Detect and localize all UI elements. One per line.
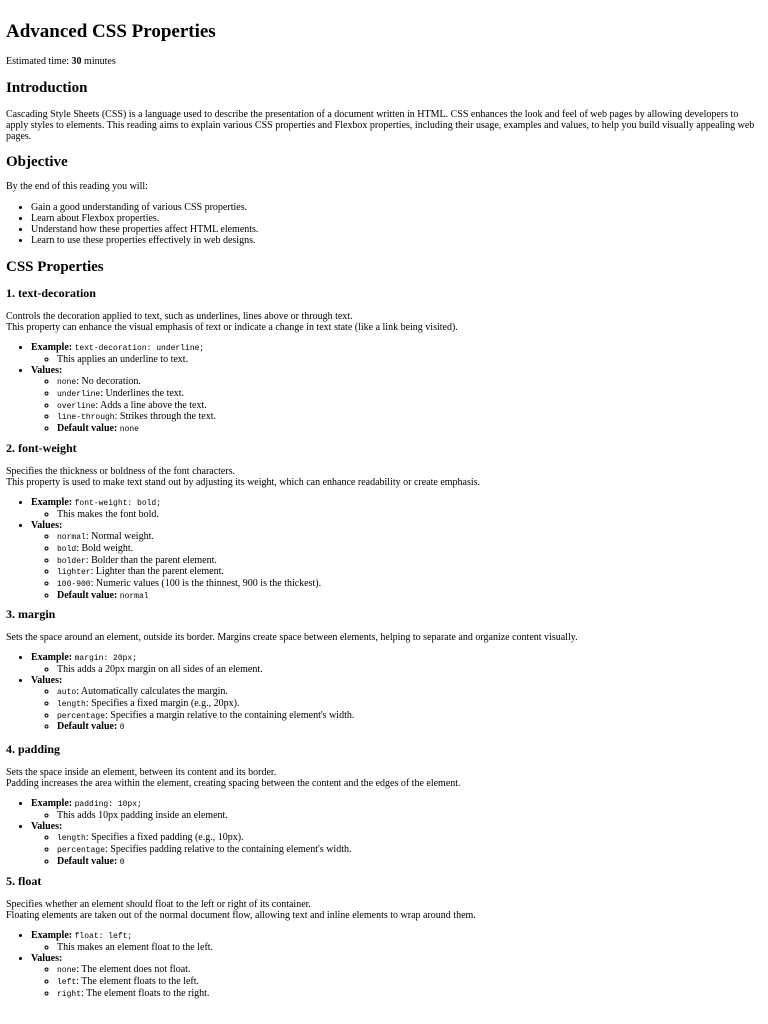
values-item: • Values: ◦ none: No decoration. ◦ underline: Underlines the text. ◦ overline: Adds a line above the text. ◦ line-through: Strikes through the text. ◦ Default value: none <box>31 365 762 435</box>
property-section <box>6 743 762 867</box>
value-item: ◦ normal: Normal weight. <box>57 531 762 543</box>
property-section <box>6 442 762 602</box>
example-code: text-decoration: underline; <box>74 344 205 354</box>
value-code: right <box>57 989 82 999</box>
list-item: • Understand how these properties affect HTML elements. <box>31 224 762 235</box>
value-code: none <box>57 377 77 387</box>
value-code: auto <box>57 687 77 697</box>
value-code: normal <box>57 532 86 542</box>
property-description: Sets the space around an element, outside its border. Margins create space between elements, helping to separate and organize content visually. <box>6 632 578 644</box>
example-note: ◦ This adds a 20px margin on all sides of an element. <box>57 664 762 675</box>
default-value-code: normal <box>119 591 149 601</box>
values-list <box>31 531 762 602</box>
property-description: Specifies the thickness or boldness of the font characters. <box>6 466 236 478</box>
property-heading: 2. font-weight <box>6 441 77 455</box>
values-list <box>31 686 762 733</box>
values-item: • Values: ◦ length: Specifies a fixed padding (e.g., 10px). ◦ percentage: Specifies padding relative to the containing element's width. ◦ Default value: 0 <box>31 821 762 867</box>
value-code: percentage <box>57 845 106 855</box>
default-value-item: ◦ Default value: 0 <box>57 856 762 868</box>
estimated-time: Estimated time: 30 minutes <box>6 56 116 67</box>
value-code: percentage <box>57 711 106 721</box>
property-details <box>6 342 762 435</box>
value-item: ◦ none: No decoration. <box>57 376 762 388</box>
value-code: lighter <box>57 568 91 578</box>
default-value-item: ◦ Default value: normal <box>57 590 762 602</box>
example-code: float: left; <box>74 932 133 942</box>
list-item: • Learn about Flexbox properties. <box>31 213 762 224</box>
intro-text: Cascading Style Sheets (CSS) is a language used to describe the presentation of a document written in HTML. CSS enhances the look and feel of web pages by allowing developers to apply styles to elements. This reading aims to explain various CSS properties and Flexbox properties, including their usage, examples and values, to help you build visually appealing web pages. <box>6 109 755 142</box>
property-details <box>6 930 762 999</box>
value-code: bolder <box>57 556 86 566</box>
value-item: ◦ left: The element floats to the left. <box>57 976 762 988</box>
value-item: ◦ auto: Automatically calculates the margin. <box>57 686 762 698</box>
property-description-detail: Floating elements are taken out of the normal document flow, allowing text and inline elements to wrap around them. <box>6 910 476 922</box>
value-code: bold <box>57 544 77 554</box>
value-code: overline <box>57 401 96 411</box>
default-value-item: ◦ Default value: 0 <box>57 721 762 733</box>
values-list <box>31 964 762 999</box>
property-section <box>6 287 762 435</box>
property-description-detail: This property can enhance the visual emphasis of text or indicate a change in text state (like a link being visited). <box>6 322 458 334</box>
property-details <box>6 798 762 867</box>
default-value-item: ◦ Default value: none <box>57 423 762 435</box>
property-details <box>6 497 762 602</box>
example-code: font-weight: bold; <box>74 499 162 509</box>
estimated-time-value: 30 <box>71 56 82 67</box>
value-item: ◦ bolder: Bolder than the parent element. <box>57 555 762 567</box>
intro-heading: Introduction <box>6 80 88 96</box>
property-description: Specifies whether an element should float to the left or right of its container. <box>6 899 311 911</box>
default-value-code: 0 <box>119 723 125 733</box>
value-code: 100-900 <box>57 580 91 590</box>
value-item: ◦ percentage: Specifies padding relative to the containing element's width. <box>57 844 762 856</box>
property-section <box>6 608 762 733</box>
list-item: • Gain a good understanding of various CSS properties. <box>31 202 762 213</box>
values-list <box>31 832 762 867</box>
value-item: ◦ length: Specifies a fixed margin (e.g., 20px). <box>57 698 762 710</box>
values-item: • Values: ◦ normal: Normal weight. ◦ bold: Bold weight. ◦ bolder: Bolder than the parent element. ◦ lighter: Lighter than the parent element. ◦ 100-900: Numeric values (100 is the thinnest, 900 is the thickest). ◦ Default value: normal <box>31 520 762 602</box>
example-item: • Example: float: left; ◦ This makes an element float to the left. <box>31 930 762 953</box>
property-heading: 4. padding <box>6 742 61 756</box>
property-description-detail: Padding increases the area within the element, creating spacing between the content and the edges of the element. <box>6 778 461 790</box>
value-item: ◦ percentage: Specifies a margin relative to the containing element's width. <box>57 710 762 722</box>
objective-lead: By the end of this reading you will: <box>6 181 148 192</box>
example-note: ◦ This makes an element float to the left. <box>57 942 762 953</box>
value-item: ◦ bold: Bold weight. <box>57 543 762 555</box>
objective-heading: Objective <box>6 154 68 170</box>
objective-list <box>6 202 762 246</box>
value-item: ◦ none: The element does not float. <box>57 964 762 976</box>
property-description-detail: This property is used to make text stand out by adjusting its weight, which can enhance readability or create emphasis. <box>6 477 481 489</box>
property-heading: 1. text-decoration <box>6 286 96 300</box>
value-item: ◦ 100-900: Numeric values (100 is the thinnest, 900 is the thickest). <box>57 578 762 590</box>
property-heading: 5. float <box>6 874 42 888</box>
css-properties-heading: CSS Properties <box>6 259 104 275</box>
example-item: • Example: padding: 10px; ◦ This adds 10px padding inside an element. <box>31 798 762 821</box>
value-item: ◦ length: Specifies a fixed padding (e.g., 10px). <box>57 832 762 844</box>
example-note: ◦ This adds 10px padding inside an element. <box>57 810 762 821</box>
value-code: length <box>57 699 86 709</box>
value-code: line-through <box>57 413 115 423</box>
value-code: none <box>57 965 77 975</box>
value-item: ◦ line-through: Strikes through the text. <box>57 411 762 423</box>
example-item: • Example: margin: 20px; ◦ This adds a 20px margin on all sides of an element. <box>31 652 762 675</box>
value-code: length <box>57 833 86 843</box>
property-details <box>6 652 762 733</box>
example-code: margin: 20px; <box>74 654 138 664</box>
default-value-code: none <box>119 425 139 435</box>
value-item: ◦ underline: Underlines the text. <box>57 388 762 400</box>
property-description: Controls the decoration applied to text, such as underlines, lines above or through text. <box>6 311 353 323</box>
example-item: • Example: font-weight: bold; ◦ This makes the font bold. <box>31 497 762 520</box>
example-note: ◦ This makes the font bold. <box>57 509 762 520</box>
values-item: • Values: ◦ auto: Automatically calculates the margin. ◦ length: Specifies a fixed margin (e.g., 20px). ◦ percentage: Specifies a margin relative to the containing element's width. ◦ Default value: 0 <box>31 675 762 733</box>
default-value-code: 0 <box>119 857 125 867</box>
page-title: Advanced CSS Properties <box>6 21 216 42</box>
values-item: • Values: ◦ none: The element does not float. ◦ left: The element floats to the left. ◦ right: The element floats to the right. <box>31 953 762 999</box>
example-note: ◦ This applies an underline to text. <box>57 354 762 365</box>
list-item: • Learn to use these properties effectively in web designs. <box>31 235 762 246</box>
property-section <box>6 875 762 999</box>
property-heading: 3. margin <box>6 607 56 621</box>
value-code: left <box>57 977 77 987</box>
example-code: padding: 10px; <box>74 800 142 810</box>
values-list <box>31 376 762 435</box>
value-item: ◦ lighter: Lighter than the parent element. <box>57 566 762 578</box>
value-item: ◦ right: The element floats to the right. <box>57 988 762 1000</box>
example-item: • Example: text-decoration: underline; ◦ This applies an underline to text. <box>31 342 762 365</box>
value-code: underline <box>57 389 101 399</box>
property-description: Sets the space inside an element, between its content and its border. <box>6 767 277 779</box>
value-item: ◦ overline: Adds a line above the text. <box>57 400 762 412</box>
